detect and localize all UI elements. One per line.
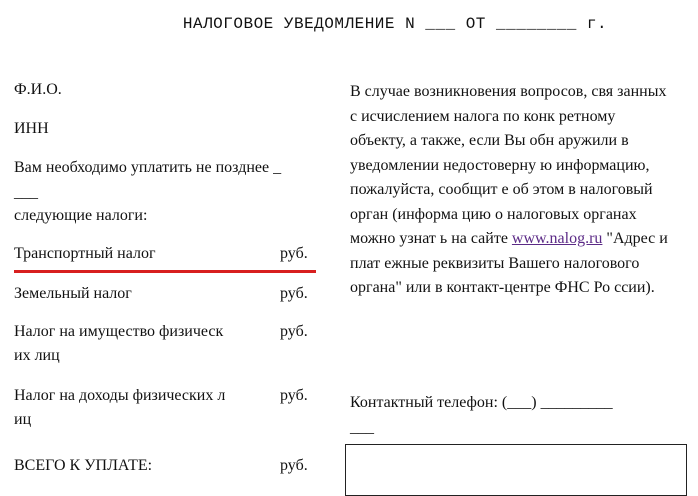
contact-phone-blank: ___ [350,419,374,436]
tax-unit: руб. [280,387,308,404]
tax-unit: руб. [280,285,308,302]
info-text-before: В случае возникновения вопросов, свя занных с исчислением налога по конк ретному объекту, а также, если Вы обн аружили в уведомлении недостоверну ю информацию, пожалуйста, сообщит е об этом в налоговый орган (информа цию о налоговых органах можно узнат ь на сайте [350,83,667,247]
tax-name: Налог на имущество физическ их лиц [14,323,224,364]
total-unit: руб. [280,457,308,474]
info-text-after: "Адрес и плат ежные реквизиты Вашего налогового органа" или в контакт-центре ФНС Ро ссии). [350,230,668,296]
fio-label: Ф.И.О. [14,81,62,98]
payment-deadline-text: Вам необходимо уплатить не позднее _ [14,159,282,176]
red-underline [14,270,316,273]
bottom-frame [345,444,687,496]
total-label: ВСЕГО К УПЛАТЕ: [14,457,153,474]
taxes-intro-text: следующие налоги: [14,207,148,224]
nalog-link[interactable]: www.nalog.ru [511,230,603,247]
payment-deadline-blank: ___ [14,184,38,201]
inn-label: ИНН [14,120,49,137]
tax-name: Земельный налог [14,285,132,302]
contact-phone [350,390,680,440]
tax-name: Налог на доходы физических л иц [14,387,226,428]
tax-unit: руб. [280,323,308,340]
tax-unit: руб. [280,245,308,262]
notice-title: НАЛОГОВОЕ УВЕДОМЛЕНИЕ N ___ ОТ ________ г. [182,15,608,33]
contact-phone-line: Контактный телефон: (___) _________ [350,394,613,411]
tax-name: Транспортный налог [14,245,156,262]
info-paragraph [350,80,670,301]
